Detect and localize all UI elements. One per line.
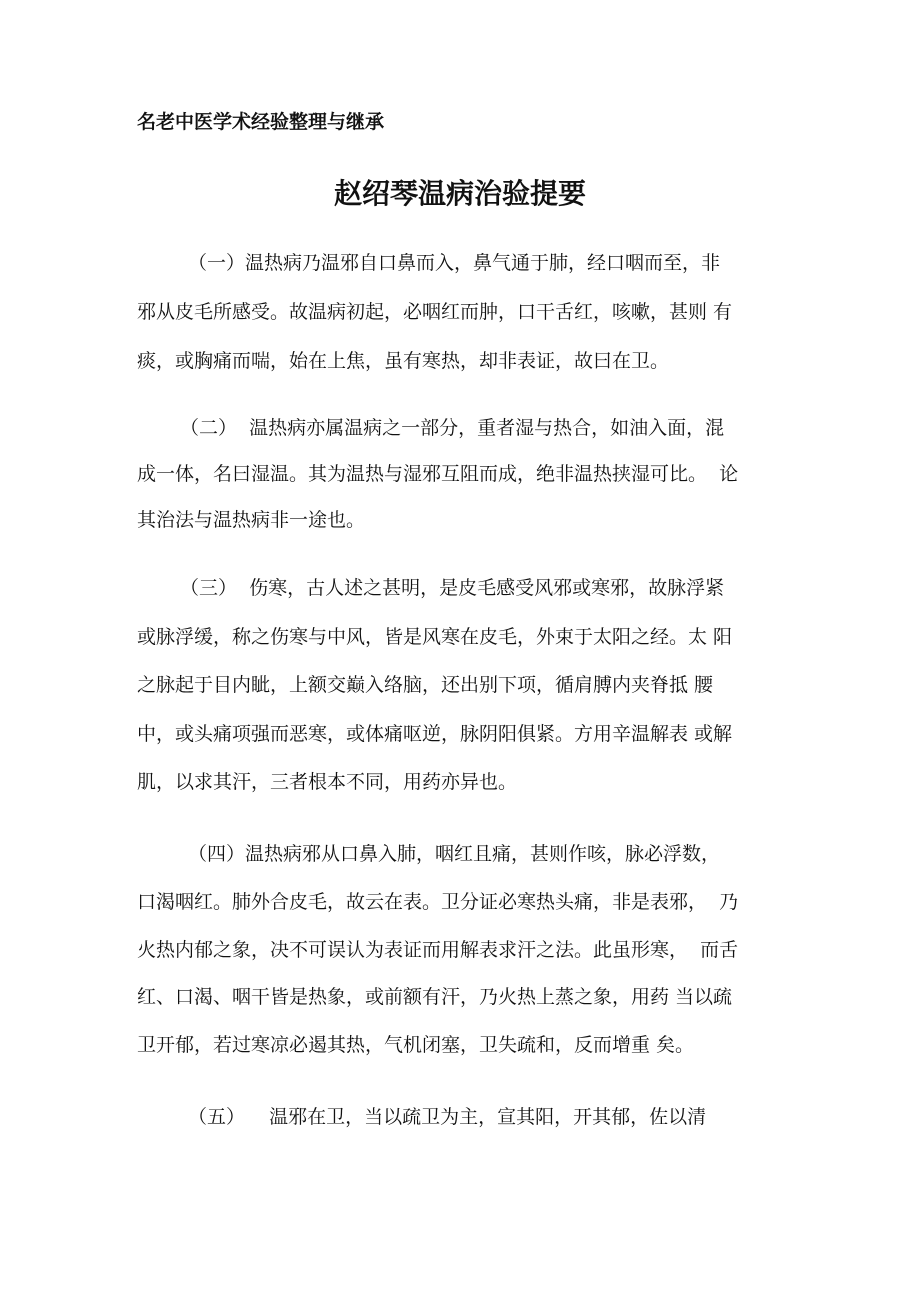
document-title: 赵绍琴温病治验提要 <box>333 177 586 210</box>
paragraph-5-line-1: （五） 温邪在卫，当以疏卫为主，宣其阳，开其郁，佐以清 <box>188 1106 707 1128</box>
paragraph-3-line-5: 肌，以求其汗，三者根本不同，用药亦异也。 <box>137 771 518 793</box>
paragraph-4-line-4: 红、口渴、咽干皆是热象，或前额有汗，乃火热上蒸之象，用药 当以疏 <box>137 986 733 1008</box>
paragraph-3-line-4: 中，或头痛项强而恶寒，或体痛呕逆，脉阴阳俱紧。方用辛温解表 或解 <box>137 723 733 745</box>
paragraph-4-line-3: 火热内郁之象，决不可误认为表证而用解表求汗之法。此虽形寒， 而舌 <box>137 939 739 961</box>
paragraph-3-line-1: （三） 伤寒，古人述之甚明，是皮毛感受风邪或寒邪，故脉浮紧 <box>180 577 725 599</box>
paragraph-4-line-1: （四）温热病邪从口鼻入肺，咽红且痛，甚则作咳，脉必浮数， <box>188 843 721 865</box>
paragraph-1-line-1: （一）温热病乃温邪自口鼻而入，鼻气通于肺，经口咽而至，非 <box>188 252 721 274</box>
paragraph-4-line-2: 口渴咽红。肺外合皮毛，故云在表。卫分证必寒热头痛，非是表邪， 乃 <box>137 891 739 913</box>
paragraph-2-line-2: 成一体，名曰湿温。其为温热与湿邪互阻而成，绝非温热挟湿可比。 论 <box>137 463 739 485</box>
paragraph-2-line-1: （二） 温热病亦属温病之一部分，重者湿与热合，如油入面，混 <box>180 417 725 439</box>
paragraph-4-line-5: 卫开郁，若过寒凉必遏其热，气机闭塞，卫失疏和，反而增重 矣。 <box>137 1034 695 1056</box>
paragraph-1-line-3: 痰，或胸痛而喘，始在上焦，虽有寒热，却非表证，故曰在卫。 <box>137 350 670 372</box>
document-header: 名老中医学术经验整理与继承 <box>137 111 385 133</box>
paragraph-1-line-2: 邪从皮毛所感受。故温病初起，必咽红而肿，口干舌红，咳嗽，甚则 有 <box>137 301 733 323</box>
paragraph-3-line-3: 之脉起于目内眦，上额交巅入络脑，还出别下项，循肩膊内夹脊抵 腰 <box>137 674 714 696</box>
paragraph-2-line-3: 其治法与温热病非一途也。 <box>137 509 366 531</box>
paragraph-3-line-2: 或脉浮缓，称之伤寒与中风，皆是风寒在皮毛，外束于太阳之经。太 阳 <box>137 626 733 648</box>
